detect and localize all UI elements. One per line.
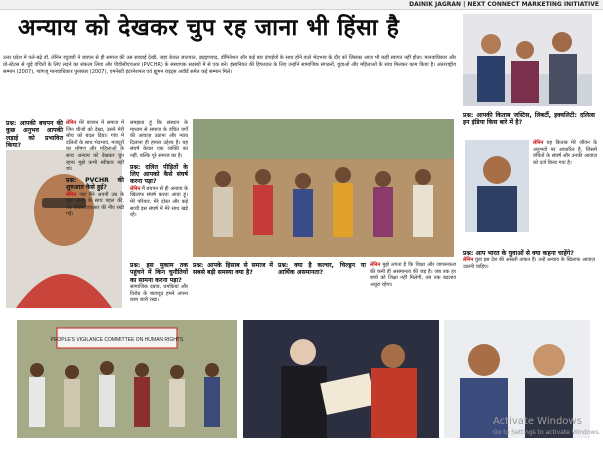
right-panel-question: प्रश्न: आपकी किताब जस्टिस, लिबर्टी, इक्वलिटी: दलित्स इन इंडिया किस बारे में है? — [463, 112, 595, 127]
answer-tag: लेनिन — [66, 120, 77, 126]
answer-tag: लेनिन — [66, 191, 77, 198]
interview-q1-block — [6, 120, 63, 150]
photo-award — [243, 320, 439, 438]
interview-answer-4: सामाजिक दबाव, धमकियां और विरोध के बावजूद हमने अपना काम जारी रखा। — [130, 284, 188, 304]
photo-rally — [17, 320, 237, 438]
banner-text: PEOPLE'S VIGILANCE COMMITTEE ON HUMAN RIGHTS — [50, 337, 184, 343]
photo-group-graphic — [463, 14, 592, 106]
interview-answer-1: मेरे बचपन में समाज में जिन चीजों को देखा, उसने मेरी सोच को बदल दिया। गांव में दलितों के साथ भेदभाव, मजदूरों का शोषण और महिलाओं के साथ अन्याय को देखकर चुप रहना मुझे कभी स्वीकार नहीं था। — [66, 120, 124, 173]
interview-answer-2: जब मैंने अपनी उम्र के युवा साथी के साथ पहल की, तब पीवीसीएचआर की नींव रखी गई। — [66, 191, 124, 218]
masthead: DAINIK JAGRAN | NEXT CONNECT MARKETING INITIATIVE — [409, 1, 599, 8]
photo-speaker — [465, 140, 529, 232]
answer-tag: लेनिन — [463, 257, 474, 264]
right-panel-q-block — [463, 112, 595, 127]
interview-answer-6: मुझे लगता है कि शिक्षा और जागरूकता की कमी ही असमानता की जड़ है। जब तक हर बच्चे को शिक्षा नहीं मिलेगी, तब तक बदलाव अधूरा रहेगा। — [370, 262, 456, 288]
lead-paragraph: उत्तर प्रदेश में पले-बढ़े डॉ. लेनिन रघुवंशी ने बचपन से ही समाज की उस सच्चाई देखी, जहां केवल जातपात, ब्राह्मणवाद, डॉमिनेशन और कई बार दंगाईयों के साथ होने वाले भेदभाव के दौर को जिसका आज भी कहीं स्वागत नहीं होता। मानवाधिकार और प्रो-स्टेटस से जुड़े वंचितों के लिए लड़ने का संकल्प लिया और पीवीसीएचआर (PVCHR) के संस्थापक सदस्यों में से एक बने। इंसानियत की हिफाज़त के लिए उन्होंने सामाजिक संगठनों, युवाओं और महिलाओं के साथ मिलकर काम किया है। अंतरराष्ट्रीय सम्मान (2007), ग्वांगजू मानवाधिकार पुरस्कार (2007), एमनेस्टी इंटरनेशनल एवं ह्यूमन राइट्स अवॉर्ड समेत कई सम्मान मिले। — [3, 55, 456, 75]
photo-speaker-graphic — [465, 140, 529, 232]
interview-question-5: प्रश्न: आपके हिसाब से समाज में सबसे बड़ी समस्या क्या है? — [193, 262, 273, 277]
interview-a6-block — [370, 262, 456, 288]
interview-question-6: प्रश्न: क्या है कल्चर, चिल्ड्रन या आर्थिक असमानता? — [278, 262, 366, 277]
interview-answer-3: मैं बचपन से ही अन्याय के खिलाफ संघर्ष करता आया हूं। मेरे परिवार, मेरे दोस्त और कई साथी इस संघर्ष में मेरे साथ खड़े रहे। — [130, 185, 188, 219]
interview-question-3: प्रश्न: दलित पीड़ितों के लिए आपको कैसे संघर्ष करना पड़ा? — [130, 163, 188, 186]
answer-tag: लेनिन — [130, 185, 141, 192]
interview-question-4: प्रश्न: इस मुकाम तक पहुंचने में किन चुनौतियों का सामना करना पड़ा? — [130, 262, 188, 284]
photo-village-meeting — [193, 119, 454, 257]
right-panel-question-2: प्रश्न: आप भारत के युवाओं से क्या कहना चाहेंगे? — [463, 250, 574, 257]
windows-watermark-subtitle: Go to Settings to activate Windows. — [493, 429, 601, 436]
photo-village-graphic — [193, 119, 454, 257]
right-panel-answer-block — [533, 140, 597, 166]
interview-q4-block — [130, 262, 188, 304]
answer-tag: लेनिन — [370, 262, 381, 268]
photo-rally-graphic — [17, 320, 237, 438]
masthead-bar — [0, 0, 603, 10]
photo-group — [463, 14, 592, 106]
right-panel-answer-2: युवा इस देश की असली ताकत हैं। उन्हें अन्याय के खिलाफ आवाज़ उठानी चाहिए। — [463, 257, 595, 270]
interview-q5-block — [193, 262, 273, 277]
right-panel-answer: यह किताब मेरे जीवन के अनुभवों पर आधारित है, जिसमें वंचितों के संघर्ष और उनकी आवाज़ को दर्ज किया गया है। — [533, 140, 597, 166]
interview-col-2 — [130, 120, 188, 219]
photo-award-graphic — [243, 320, 439, 438]
interview-col2-text: समझता हूं कि संस्थान के माध्यम से समाज के वंचित वर्गों की आवाज़ उठाना और न्याय दिलाना ही हमारा उद्देश्य है। यह संघर्ष केवल एक व्यक्ति का नहीं, बल्कि पूरे समाज का है। — [130, 120, 188, 159]
right-panel-q2-block — [463, 250, 595, 271]
windows-watermark-title: Activate Windows — [493, 416, 582, 427]
interview-question-2: प्रश्न: PVCHR की शुरुआत कैसे हुई? — [66, 176, 124, 192]
interview-q6-block — [278, 262, 366, 277]
interview-a1-block — [66, 120, 124, 218]
headline: अन्याय को देखकर चुप रह जाना भी हिंसा है — [18, 14, 400, 41]
interview-question-1: प्रश्न: आपकी बचपन की कुछ अनुभव आपकी लड़ाई को प्रभावित किया? — [6, 120, 63, 150]
answer-tag: लेनिन — [533, 140, 544, 146]
